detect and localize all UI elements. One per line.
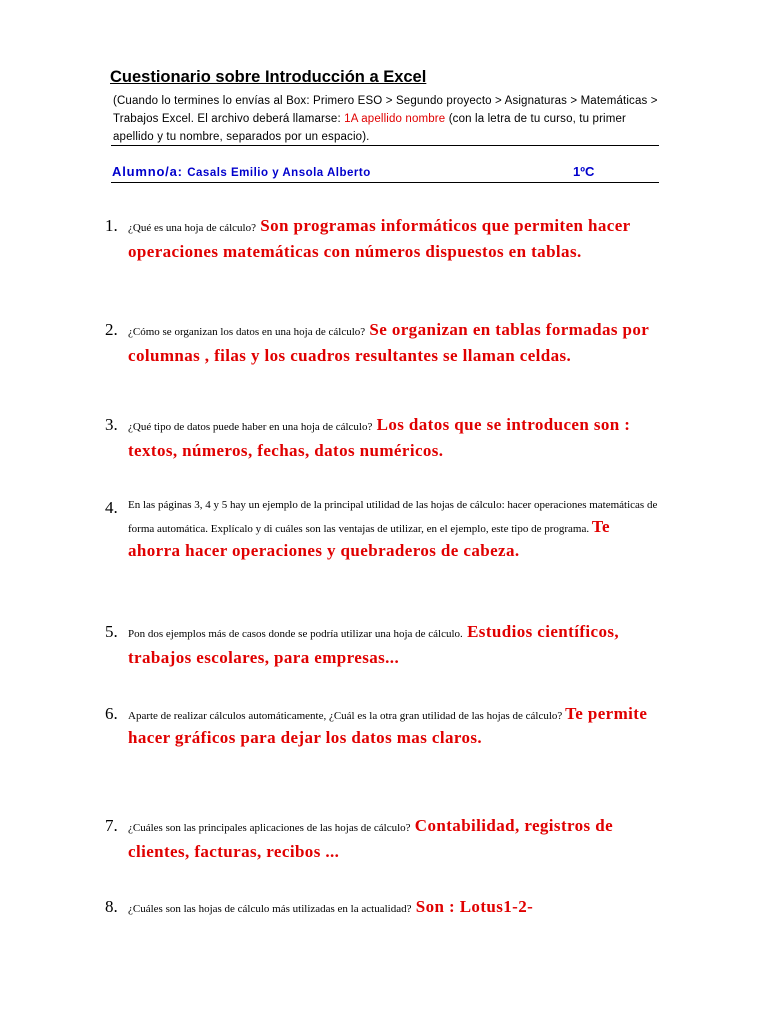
student-label: Alumno/a: (112, 164, 183, 179)
answer-text: Son : Lotus1-2- (415, 897, 534, 916)
answer-text: Contabilidad, registros de clientes, facturas, recibos ... (128, 816, 614, 861)
document-title: Cuestionario sobre Introducción a Excel (110, 68, 427, 86)
question-item (105, 620, 665, 669)
question-number: 5. (105, 622, 118, 641)
question-body (128, 702, 665, 750)
question-number: 1. (105, 216, 118, 235)
instructions-paragraph (113, 92, 658, 146)
course-label: 1ºC (573, 164, 595, 179)
question-body (128, 413, 665, 462)
question-number: 8. (105, 897, 118, 916)
question-number: 2. (105, 320, 118, 339)
question-number: 4. (105, 498, 118, 517)
student-names: Casals Emilio y Ansola Alberto (187, 167, 371, 179)
question-body (128, 214, 665, 263)
question-text: ¿Cuáles son las principales aplicaciones de las hojas de cálculo? (128, 822, 411, 834)
question-item (105, 496, 665, 563)
question-body (128, 318, 665, 367)
question-text: ¿Qué tipo de datos puede haber en una hoja de cálculo? (128, 421, 373, 433)
answer-text: Te permite hacer gráficos para dejar los datos mas claros. (128, 704, 648, 747)
question-text: ¿Cómo se organizan los datos en una hoja de cálculo? (128, 326, 366, 338)
student-divider (111, 182, 659, 183)
question-item (105, 895, 665, 921)
question-item (105, 413, 665, 462)
question-body (128, 496, 665, 563)
question-item (105, 702, 665, 750)
answer-text: Estudios científicos, trabajos escolares, para empresas... (128, 622, 620, 667)
filename-format-highlight: 1A apellido nombre (344, 113, 446, 125)
question-text: ¿Qué es una hoja de cálculo? (128, 222, 256, 234)
question-text: Aparte de realizar cálculos automáticamente, ¿Cuál es la otra gran utilidad de las hojas de cálculo? (128, 710, 563, 722)
question-body (128, 620, 665, 669)
question-item (105, 814, 665, 863)
answer-text: Te ahorra hacer operaciones y quebraderos de cabeza. (128, 517, 610, 560)
question-text: Pon dos ejemplos más de casos donde se podría utilizar una hoja de cálculo. (128, 628, 463, 640)
question-number: 7. (105, 816, 118, 835)
question-text: ¿Cuáles son las hojas de cálculo más utilizadas en la actualidad? (128, 903, 412, 915)
question-body (128, 814, 665, 863)
question-number: 3. (105, 415, 118, 434)
question-body (128, 895, 665, 921)
answer-text: Los datos que se introducen son : textos, números, fechas, datos numéricos. (128, 415, 631, 460)
question-item (105, 318, 665, 367)
answer-text: Se organizan en tablas formadas por columnas , filas y los cuadros resultantes se llaman celdas. (128, 320, 649, 365)
student-line (112, 163, 371, 181)
instructions-text: (Cuando lo termines lo envías al Box: Primero ESO > Segundo proyecto > Asignaturas > Matemáticas > Trabajos Excel. El archivo deberá llamarse: (113, 95, 658, 125)
question-text: En las páginas 3, 4 y 5 hay un ejemplo de la principal utilidad de las hojas de cálculo: hacer operaciones matemáticas de forma automática. Explícalo y di cuáles son las ventajas de utilizar, en el ejemplo, este tipo de programa. (128, 499, 658, 535)
answer-text: Son programas informáticos que permiten hacer operaciones matemáticas con números dispuestos en tablas. (128, 216, 631, 261)
header-divider (111, 145, 659, 146)
question-item (105, 214, 665, 263)
instructions-text-end: (con la letra de tu curso, tu primer apellido y tu nombre, separados por un espacio). (113, 113, 627, 143)
question-number: 6. (105, 704, 118, 723)
